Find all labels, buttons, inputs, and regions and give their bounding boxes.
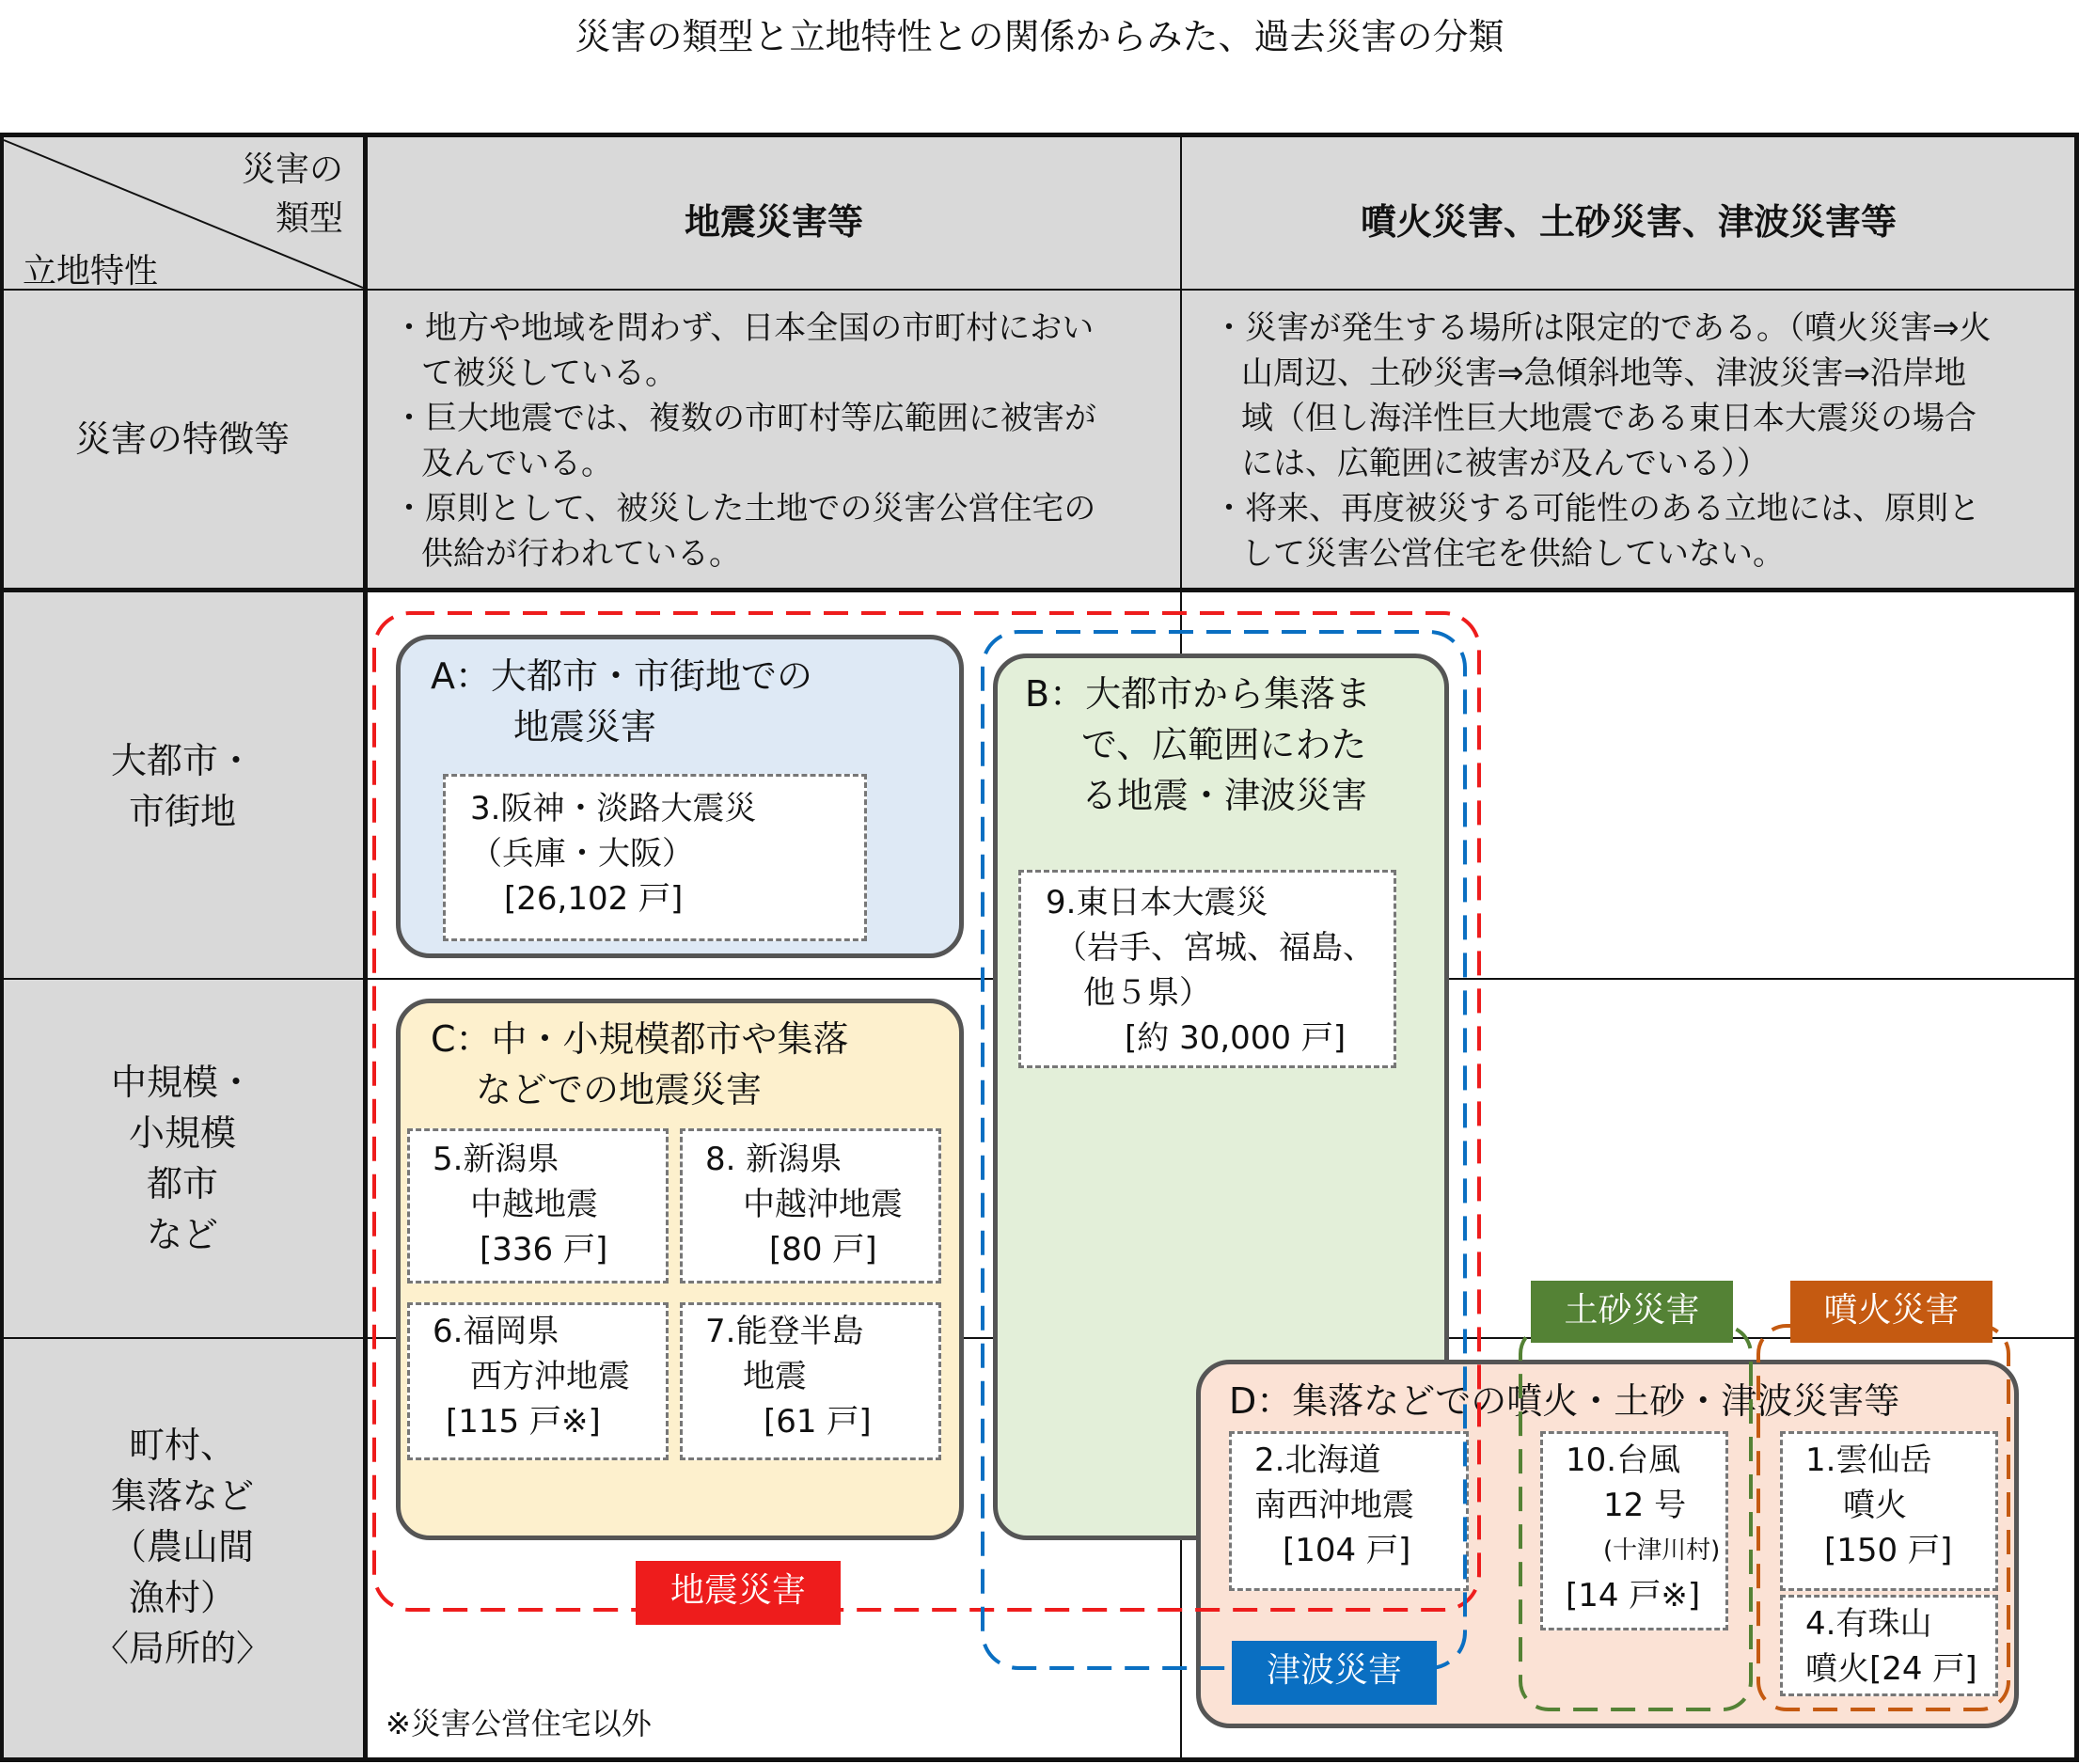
table-right-border [2074, 133, 2079, 1762]
group-title-line: などでの地震災害 [476, 1069, 763, 1110]
table-bottom-border [0, 1757, 2079, 1762]
item-line: 南西沖地震 [1254, 1487, 1414, 1524]
item-9-higashinihon [1018, 870, 1396, 1068]
corner-label-middle: 類型 [275, 199, 343, 238]
row-label-line: 都市 [146, 1163, 218, 1205]
features-earthquake [393, 306, 1173, 576]
tag-earthquake: 地震災害 [636, 1561, 841, 1625]
row-label-line: 小規模 [128, 1112, 236, 1154]
group-title-line: で、広範囲にわた [1081, 724, 1367, 765]
item-5-chuetsu [407, 1128, 669, 1284]
row-label-line: （農山間 [110, 1526, 254, 1567]
item-line: 10.台風 [1566, 1441, 1681, 1479]
row-label-line: など [146, 1214, 218, 1255]
item-line: 8. 新潟県 [705, 1141, 843, 1178]
group-title-line: B：大都市から集落ま [1025, 673, 1372, 715]
item-line: [26,102 戸] [504, 880, 684, 918]
group-b-title [1025, 669, 1448, 821]
item-line: [150 戸] [1824, 1532, 1953, 1569]
item-line: 12 号 [1603, 1487, 1687, 1524]
item-line: 1.雲仙岳 [1805, 1441, 1932, 1479]
item-line: 6.福岡県 [433, 1313, 559, 1350]
row-label-line: 集落など [110, 1475, 254, 1517]
group-title-line: る地震・津波災害 [1081, 775, 1368, 816]
row-label-metro [0, 735, 365, 837]
tag-landslide: 土砂災害 [1531, 1281, 1733, 1343]
item-line: 西方沖地震 [470, 1358, 630, 1395]
item-line: 噴火[24 戸] [1805, 1650, 1977, 1688]
page-title: 災害の類型と立地特性との関係からみた、過去災害の分類 [575, 16, 1504, 57]
item-line: 噴火 [1843, 1487, 1907, 1524]
item-3-hanshin [443, 774, 867, 941]
column-header-earthquake: 地震災害等 [684, 201, 863, 243]
item-line: 7.能登半島 [705, 1313, 864, 1350]
row-label-line: 中規模・ [110, 1062, 254, 1103]
row-label-line: 町村、 [128, 1425, 236, 1466]
feature-bullet: ・将来、再度被災する可能性のある立地には、原則と して災害公営住宅を供給していない。 [1213, 490, 1980, 573]
feature-bullet: ・巨大地震では、複数の市町村等広範囲に被害が 及んでいる。 [393, 400, 1096, 482]
item-1-unzen [1780, 1431, 1998, 1591]
row-label-line: 大都市・ [110, 740, 254, 781]
footnote: ※災害公営住宅以外 [386, 1706, 652, 1741]
group-d-title: D：集落などでの噴火・土砂・津波災害等 [1229, 1380, 1900, 1422]
item-line: [14 戸※] [1566, 1577, 1701, 1614]
feature-bullet: ・災害が発生する場所は限定的である。（噴火災害⇒火 山周辺、土砂災害⇒急傾斜地等、津波災害⇒沿岸地 域（但し海洋性巨大地震である東日本大震災の場合 には、広範囲に被害が及んでいる）） [1213, 309, 1992, 482]
row-label-line: 市街地 [128, 791, 236, 832]
item-line: 4.有珠山 [1805, 1605, 1932, 1643]
feature-bullet: ・地方や地域を問わず、日本全国の市町村におい て被災している。 [393, 309, 1095, 392]
row-label-mid [0, 1057, 365, 1260]
item-line: 3.阪神・淡路大震災 [470, 790, 757, 827]
item-line: (十津川村) [1603, 1536, 1721, 1565]
item-line: 中越沖地震 [743, 1186, 903, 1223]
group-a-title [431, 651, 957, 752]
item-4-usu [1780, 1595, 1998, 1696]
features-bottom-line [0, 588, 2079, 592]
item-line: [80 戸] [769, 1231, 877, 1268]
item-line: [61 戸] [764, 1403, 872, 1441]
corner-label-bottom: 立地特性 [23, 252, 159, 291]
group-title-line: A：大都市・市街地での [431, 655, 812, 697]
group-c-title [431, 1014, 957, 1115]
corner-label-top: 災害の [241, 150, 343, 189]
item-7-noto [680, 1302, 941, 1460]
item-line: [104 戸] [1283, 1532, 1411, 1569]
tag-tsunami: 津波災害 [1232, 1641, 1437, 1705]
features-other [1213, 306, 2073, 576]
row-label-village [0, 1420, 365, 1674]
tag-eruption: 噴火災害 [1790, 1281, 1992, 1343]
item-8-chuetsuoki [680, 1128, 941, 1284]
column-header-other: 噴火災害、土砂災害、津波災害等 [1360, 201, 1897, 243]
item-line: （岩手、宮城、福島、 [1055, 929, 1375, 967]
item-line: [約 30,000 戸] [1125, 1019, 1347, 1057]
item-line: （兵庫・大阪） [470, 835, 694, 873]
item-line: [115 戸※] [446, 1403, 601, 1441]
group-title-line: C：中・小規模都市や集落 [431, 1018, 849, 1060]
row-label-line: 漁村） [128, 1577, 236, 1618]
item-line: 5.新潟県 [433, 1141, 559, 1178]
row-label-features: 災害の特徴等 [74, 418, 290, 460]
item-line: 他５県） [1083, 974, 1211, 1012]
item-line: 9.東日本大震災 [1046, 884, 1268, 921]
item-6-fukuoka [407, 1302, 669, 1460]
group-title-line: 地震災害 [513, 706, 657, 748]
item-2-hokkaido [1229, 1431, 1469, 1591]
feature-bullet: ・原則として、被災した土地での災害公営住宅の 供給が行われている。 [393, 490, 1096, 573]
item-line: 地震 [743, 1358, 807, 1395]
item-line: [336 戸] [480, 1231, 608, 1268]
item-line: 2.北海道 [1254, 1441, 1381, 1479]
item-line: 中越地震 [470, 1186, 598, 1223]
item-10-typhoon [1540, 1431, 1728, 1630]
row-label-line: 〈局所的〉 [92, 1628, 272, 1669]
